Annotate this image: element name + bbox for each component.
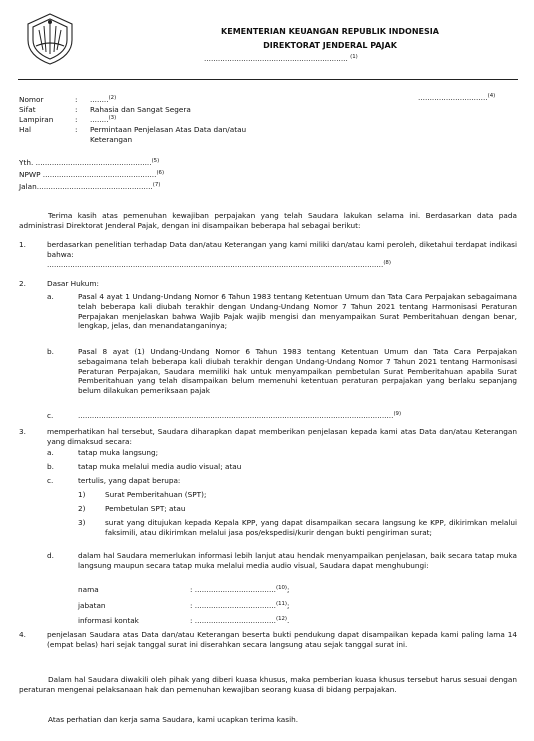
ministry-emblem-logo bbox=[22, 10, 78, 68]
point-1-text: berdasarkan penelitian terhadap Data dan/atau Keterangan yang kami miliki dan/atau kami peroleh, diketahui terdapat indikasi bahwa: bbox=[47, 240, 517, 259]
recipient-yth: Yth. ..................................................$^{(5)}$ bbox=[19, 158, 160, 167]
point-3a-letter: a. bbox=[47, 448, 54, 457]
intro-paragraph: Terima kasih atas pemenuhan kewajiban perpajakan yang telah Saudara lakukan selama ini. Berdasarkan data pada administrasi Direktorat Jenderal Pajak, dengan ini disampaikan beberapa hal sebagai berikut: bbox=[19, 211, 517, 230]
point-3c1-text: Surat Pemberitahuan (SPT); bbox=[105, 490, 207, 499]
point-3c2-text: Pembetulan SPT; atau bbox=[105, 504, 186, 513]
directorate-name: DIREKTORAT JENDERAL PAJAK bbox=[263, 41, 397, 50]
point-2c-line: ........................................................................................................................................$^{(9)}$ bbox=[78, 411, 402, 420]
point-3c-letter: c. bbox=[47, 476, 54, 485]
contact-position-label: jabatan bbox=[78, 601, 106, 610]
contact-info-label: informasi kontak bbox=[78, 616, 139, 625]
recipient-address: Jalan..................................................$^{(7)}$ bbox=[19, 182, 161, 191]
contact-info-field: : ...................................$^{(12)}$. bbox=[190, 616, 290, 625]
point-2a-letter: a. bbox=[47, 292, 54, 301]
point-4-text: penjelasan Saudara atas Data dan/atau Keterangan beserta bukti pendukung dapat disampaikan kepada kami paling lama 14 (empat belas) hari sejak tanggal surat ini diserahkan secara langsung atau sejak tanggal surat ini. bbox=[47, 630, 517, 649]
point-2b-text: Pasal 8 ayat (1) Undang-Undang Nomor 6 Tahun 1983 tentang Ketentuan Umum dan Tata Cara Perpajakan sebagaimana telah beberapa kali diubah terakhir dengan Undang-Undang Nomor 7 Tahun 2021 tentang Harmonisasi Peraturan Perpajakan, Saudara memiliki hak untuk menyampaikan pembetulan Surat Pemberitahuan apabila Surat Pemberitahuan yang telah disampaikan belum memenuhi ketentuan peraturan perpajakan yang berlaku sepanjang belum dilakukan pemeriksaan pajak bbox=[78, 347, 517, 396]
point-1-number: 1. bbox=[19, 240, 26, 249]
point-3c2-number: 2) bbox=[78, 504, 86, 513]
point-3c-text: tertulis, yang dapat berupa: bbox=[78, 476, 181, 485]
point-3a-text: tatap muka langsung; bbox=[78, 448, 159, 457]
recipient-npwp: NPWP .................................................$^{(6)}$ bbox=[19, 170, 165, 179]
office-line: .............................................................. $^{(1)}$ bbox=[204, 54, 358, 63]
point-3-number: 3. bbox=[19, 427, 26, 436]
point-2b-letter: b. bbox=[47, 347, 54, 356]
point-1-line: .................................................................................................................................................$^{(8)}$ bbox=[47, 260, 391, 269]
header-divider bbox=[18, 79, 518, 80]
point-3-text: memperhatikan hal tersebut, Saudara diharapkan dapat memberikan penjelasan kepada kami atas Data dan/atau Keterangan yang dimaksud secara: bbox=[47, 427, 517, 446]
closing-thanks: Atas perhatian dan kerja sama Saudara, kami ucapkan terima kasih. bbox=[48, 715, 299, 724]
date-line: ..............................$^{(4)}$ bbox=[418, 93, 496, 102]
contact-name-label: nama bbox=[78, 585, 99, 594]
point-2-number: 2. bbox=[19, 279, 26, 288]
point-2-text: Dasar Hukum: bbox=[47, 279, 99, 288]
meta-hal-cont: Keterangan bbox=[90, 135, 133, 144]
point-3c3-number: 3) bbox=[78, 518, 86, 527]
point-3c1-number: 1) bbox=[78, 490, 86, 499]
contact-position-field: : ...................................$^{(11)}$; bbox=[190, 601, 290, 610]
point-3b-text: tatap muka melalui media audio visual; atau bbox=[78, 462, 242, 471]
closing-paragraph: Dalam hal Saudara diwakili oleh pihak yang diberi kuasa khusus, maka pemberian kuasa khusus tersebut harus sesuai dengan peraturan mengenai pelaksanaan hak dan pemenuhan kewajiban seorang kuasa di bidang perpajakan. bbox=[19, 675, 517, 694]
point-3d-letter: d. bbox=[47, 551, 54, 560]
point-4-number: 4. bbox=[19, 630, 26, 639]
point-2c-letter: c. bbox=[47, 411, 54, 420]
contact-name-field: : ...................................$^{(10)}$; bbox=[190, 585, 290, 594]
point-2a-text: Pasal 4 ayat 1 Undang-Undang Nomor 6 Tahun 1983 tentang Ketentuan Umum dan Tata Cara Perpajakan sebagaimana telah beberapa kali diubah terakhir dengan Undang-Undang Nomor 7 Tahun 2021 tentang Harmonisasi Peraturan Perpajakan menjelaskan bahwa Wajib Pajak wajib mengisi dan menyampaikan Surat Pemberitahuan dengan benar, lengkap, jelas, dan menandatanganinya; bbox=[78, 292, 517, 331]
point-3c3-text: surat yang ditujukan kepada Kepala KPP, yang dapat disampaikan secara langsung ke KPP, dikirimkan melalui faksimili, atau dikirimkan melalui jasa pos/ekspedisi/kurir dengan bukti pengiriman surat; bbox=[105, 518, 517, 537]
point-3d-text: dalam hal Saudara memerlukan informasi lebih lanjut atau hendak menyampaikan penjelasan, baik secara tatap muka langsung maupun secara tatap muka melalui media audio visual, Saudara dapat menghubungi: bbox=[78, 551, 517, 570]
ministry-name: KEMENTERIAN KEUANGAN REPUBLIK INDONESIA bbox=[221, 27, 439, 36]
point-3b-letter: b. bbox=[47, 462, 54, 471]
